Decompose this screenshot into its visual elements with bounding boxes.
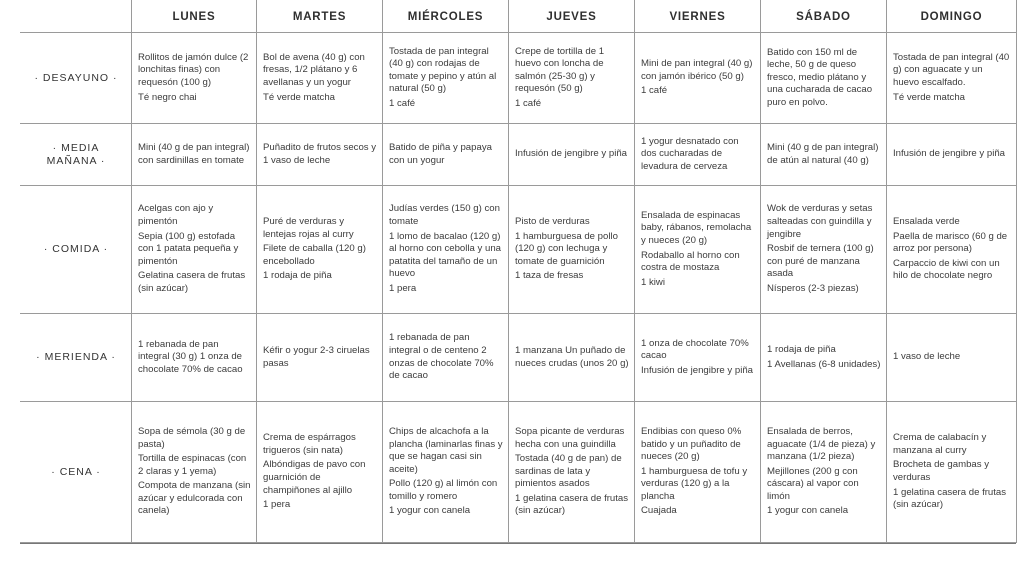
food-item: Ensalada de berros, aguacate (1/4 de pieza) y manzana (1/2 pieza) bbox=[767, 425, 876, 463]
food-item: 1 taza de fresas bbox=[515, 270, 584, 282]
food-item: Crema de calabacín y manzana al curry bbox=[893, 432, 987, 456]
meal-cell bbox=[132, 402, 257, 543]
meal-label-line: · MERIENDA · bbox=[36, 351, 116, 363]
food-item: 1 yogur desnatado con dos cucharadas de levadura de cerveza bbox=[641, 135, 739, 172]
day-header: VIERNES bbox=[635, 1, 761, 33]
meal-label-line: · DESAYUNO · bbox=[34, 71, 118, 84]
day-header: JUEVES bbox=[509, 1, 635, 33]
meal-rows bbox=[21, 33, 1017, 543]
food-item: Infusión de jengibre y piña bbox=[641, 364, 754, 376]
food-item: Gelatina casera de frutas (sin azúcar) bbox=[138, 270, 246, 294]
food-item: 1 gelatina casera de frutas (sin azúcar) bbox=[893, 486, 1007, 511]
meal-cell bbox=[635, 124, 761, 186]
meal-row bbox=[21, 314, 1017, 402]
food-item: Sopa de sémola (30 g de pasta) bbox=[138, 425, 246, 450]
meal-cell bbox=[635, 402, 761, 543]
meal-cell bbox=[509, 186, 635, 314]
weekly-meal-table bbox=[20, 0, 1017, 543]
food-item: Nísperos (2-3 piezas) bbox=[767, 282, 859, 294]
food-item: 1 rodaja de piña bbox=[767, 343, 836, 355]
food-item: Endibias con queso 0% batido y un puñadito de nueces (20 g) bbox=[641, 425, 742, 463]
meal-cell bbox=[257, 186, 383, 314]
meal-cell bbox=[509, 124, 635, 186]
food-item: Albóndigas de pavo con guarnición de champiñones al ajillo bbox=[263, 459, 366, 496]
meal-cell bbox=[635, 314, 761, 402]
food-item: Cuajada bbox=[641, 505, 677, 517]
food-item: Mini (40 g de pan integral) de atún al natural (40 g) bbox=[767, 141, 879, 166]
food-item: Acelgas con ajo y pimentón bbox=[138, 203, 214, 228]
food-item: Té verde matcha bbox=[893, 91, 965, 103]
food-item: Mejillones (200 g con cáscara) al vapor con limón bbox=[767, 465, 859, 502]
food-item: 1 rodaja de piña bbox=[263, 270, 332, 282]
meal-cell bbox=[257, 33, 383, 124]
meal-cell bbox=[761, 124, 887, 186]
meal-label-line: · CENA · bbox=[51, 465, 101, 478]
food-item: Crepe de tortilla de 1 huevo con loncha de salmón (25-30 g) y requesón (50 g) bbox=[515, 45, 605, 95]
food-item: Infusión de jengibre y piña bbox=[893, 148, 1006, 160]
food-item: Crema de espárragos trigueros (sin nata) bbox=[263, 432, 356, 456]
meal-cell bbox=[132, 186, 257, 314]
meal-cell bbox=[887, 314, 1017, 402]
food-item: 1 lomo de bacalao (120 g) al horno con cebolla y una patatita del tamaño de un huevo bbox=[389, 230, 502, 280]
meal-label-line: · COMIDA · bbox=[43, 243, 109, 255]
food-item: Judías verdes (150 g) con tomate bbox=[389, 203, 500, 228]
food-item: 1 vaso de leche bbox=[893, 351, 961, 363]
food-item: Puré de verduras y lentejas rojas al curry bbox=[263, 216, 354, 240]
meal-cell bbox=[383, 33, 509, 124]
meal-cell bbox=[761, 186, 887, 314]
food-item: Ensalada de espinacas baby, rábanos, remolacha y nueces (20 g) bbox=[641, 209, 752, 246]
meal-cell bbox=[761, 33, 887, 124]
meal-row bbox=[21, 124, 1017, 186]
food-item: 1 hamburguesa de pollo (120 g) con lechuga y tomate de guarnición bbox=[515, 230, 618, 267]
header-corner bbox=[21, 1, 132, 33]
meal-cell bbox=[383, 314, 509, 402]
food-item: 1 hamburguesa de tofu y verduras (120 g) a la plancha bbox=[641, 465, 748, 502]
food-item: Chips de alcachofa a la plancha (laminarlas finas y que se hagan casi sin aceite) bbox=[389, 425, 503, 475]
food-item: Tortilla de espinacas (con 2 claras y 1 yema) bbox=[138, 453, 247, 477]
food-item: Wok de verduras y setas salteadas con guindilla y jengibre bbox=[767, 203, 873, 240]
food-item: Brocheta de gambas y verduras bbox=[893, 459, 989, 483]
meal-cell bbox=[887, 186, 1017, 314]
food-item: Tostada de pan integral (40 g) con rodajas de tomate y pepino y atún al natural (50 g) bbox=[389, 45, 497, 95]
food-item: Paella de marisco (60 g de arroz por persona) bbox=[893, 230, 1008, 255]
food-item: Tostada de pan integral (40 g) con aguacate y un huevo escalfado. bbox=[893, 51, 1010, 88]
meal-cell bbox=[761, 314, 887, 402]
day-header: MARTES bbox=[257, 1, 383, 33]
meal-cell bbox=[257, 314, 383, 402]
meal-row bbox=[21, 402, 1017, 543]
meal-label bbox=[21, 186, 132, 314]
meal-cell bbox=[383, 402, 509, 543]
food-item: Té verde matcha bbox=[263, 91, 335, 103]
food-item: 1 rebanada de pan integral o de centeno 2 onzas de chocolate 70% de cacao bbox=[389, 332, 494, 382]
meal-cell bbox=[509, 314, 635, 402]
food-item: Rollitos de jamón dulce (2 lonchitas finas) con requesón (100 g) bbox=[138, 51, 249, 88]
meal-cell bbox=[132, 33, 257, 124]
food-item: 1 gelatina casera de frutas (sin azúcar) bbox=[515, 492, 629, 517]
bottom-rule bbox=[20, 543, 1016, 544]
meal-label-line: · MEDIA bbox=[52, 141, 100, 154]
meal-cell bbox=[257, 402, 383, 543]
meal-cell bbox=[509, 33, 635, 124]
meal-label bbox=[21, 33, 132, 124]
food-item: 1 rebanada de pan integral (30 g) 1 onza de chocolate 70% de cacao bbox=[138, 338, 243, 375]
meal-row bbox=[21, 33, 1017, 124]
food-item: 1 manzana Un puñado de nueces crudas (unos 20 g) bbox=[515, 344, 629, 369]
meal-cell bbox=[887, 402, 1017, 543]
food-item: 1 kiwi bbox=[641, 276, 665, 288]
food-item: 1 pera bbox=[389, 282, 417, 294]
meal-cell bbox=[635, 186, 761, 314]
food-item: 1 café bbox=[389, 97, 416, 109]
meal-row bbox=[21, 186, 1017, 314]
food-item: Batido de piña y papaya con un yogur bbox=[389, 141, 492, 166]
meal-cell bbox=[383, 186, 509, 314]
day-header-row bbox=[21, 1, 1017, 33]
day-header: LUNES bbox=[132, 1, 257, 33]
meal-cell bbox=[132, 314, 257, 402]
day-header: SÁBADO bbox=[761, 1, 887, 33]
meal-cell bbox=[761, 402, 887, 543]
food-item: Tostada (40 g de pan) de sardinas de lata y pimientos asados bbox=[515, 453, 622, 490]
food-item: 1 yogur con canela bbox=[389, 505, 471, 517]
food-item: 1 yogur con canela bbox=[767, 505, 849, 517]
meal-cell bbox=[509, 402, 635, 543]
meal-cell bbox=[887, 124, 1017, 186]
food-item: Té negro chai bbox=[138, 91, 197, 103]
day-header: DOMINGO bbox=[887, 1, 1017, 33]
meal-cell bbox=[383, 124, 509, 186]
food-item: Kéfir o yogur 2-3 ciruelas pasas bbox=[263, 344, 370, 369]
food-item: 1 café bbox=[515, 97, 542, 109]
meal-label bbox=[21, 314, 132, 402]
food-item: Pollo (120 g) al limón con tomillo y romero bbox=[389, 478, 498, 502]
food-item: Infusión de jengibre y piña bbox=[515, 148, 628, 160]
meal-cell bbox=[257, 124, 383, 186]
food-item: 1 café bbox=[641, 85, 668, 97]
day-header: MIÉRCOLES bbox=[383, 1, 509, 33]
meal-cell bbox=[635, 33, 761, 124]
food-item: Compota de manzana (sin azúcar y edulcorada con canela) bbox=[138, 480, 251, 517]
food-item: Pisto de verduras bbox=[515, 216, 590, 228]
food-item: 1 onza de chocolate 70% cacao bbox=[641, 337, 749, 362]
food-item: Bol de avena (40 g) con fresas, 1/2 plátano y 6 avellanas y un yogur bbox=[263, 51, 365, 88]
food-item: Mini de pan integral (40 g) con jamón ibérico (50 g) bbox=[641, 58, 753, 82]
food-item: Ensalada verde bbox=[893, 216, 960, 228]
food-item: Batido con 150 ml de leche, 50 g de queso fresco, medio plátano y una cucharada de cacao puro en polvo. bbox=[767, 46, 873, 108]
meal-label bbox=[21, 402, 132, 543]
food-item: Sopa picante de verduras hecha con una guindilla bbox=[515, 425, 625, 450]
meal-label bbox=[21, 124, 132, 186]
food-item: Rosbif de ternera (100 g) con puré de manzana asada bbox=[767, 243, 874, 280]
food-item: Rodaballo al horno con costra de mostaza bbox=[641, 249, 740, 274]
food-item: Filete de caballa (120 g) encebollado bbox=[263, 243, 366, 267]
meal-label-line: MAÑANA · bbox=[46, 154, 106, 167]
food-item: Carpaccio de kiwi con un hilo de chocolate negro bbox=[893, 257, 1000, 282]
food-item: Sepia (100 g) estofada con 1 patata pequeña y pimentón bbox=[138, 230, 239, 267]
food-item: Puñadito de frutos secos y 1 vaso de leche bbox=[263, 141, 377, 166]
food-item: 1 Avellanas (6-8 unidades) bbox=[767, 358, 881, 370]
meal-cell bbox=[132, 124, 257, 186]
food-item: Mini (40 g de pan integral) con sardinillas en tomate bbox=[138, 141, 250, 166]
meal-cell bbox=[887, 33, 1017, 124]
food-item: 1 pera bbox=[263, 499, 291, 511]
